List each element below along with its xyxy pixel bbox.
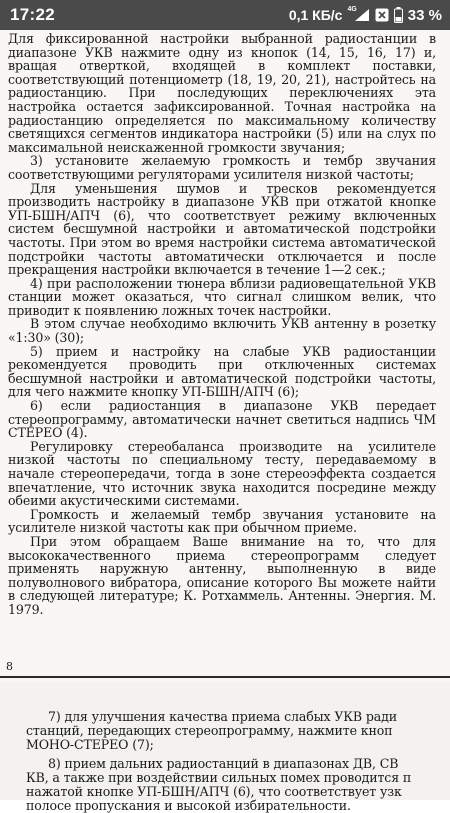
text-line: МОНО-СТЕРЕО (7);: [26, 736, 154, 752]
page-lower: [0, 682, 450, 813]
text-line: 7) для улучшения качества приема слабых УКВ ради: [48, 709, 397, 724]
status-indicators: [289, 7, 442, 24]
paragraph: В этом случае необходимо включить УКВ антенну в розетку «1:30» (30);: [8, 316, 436, 346]
paragraph: 3) установите желаемую громкость и тембр звучания соответствующими регуляторами усилителя низкой частоты;: [8, 153, 436, 182]
paragraph: Для фиксированной настройки выбранной радиостанции в диапазоне УКВ нажмите одну из кнопок (14, 15, 16, 17) и, вращая отверткой, входящей в комплект поставки, соответствующий потенциометр (18, 19, 20, 21), настройтесь на радиостанцию. При последующих переключениях эта настройка остается зафиксированной. Точная настройка на радиостанцию определяется по максимальному количеству светящихся сегментов индикатора настройки (5) или на слух по максимальной неискаженной громкости звучания;: [8, 31, 436, 155]
status-bar: [0, 0, 450, 30]
battery-icon: [394, 7, 403, 23]
signal-icon: [347, 5, 369, 22]
paragraph: Громкость и желаемый тембр звучания установите на усилителе низкой частоты как при обычном приеме.: [8, 506, 436, 536]
text-line: КВ, а также при воздействии сильных помех проводится п: [26, 770, 412, 786]
paragraph: 6) если радиостанция в диапазоне УКВ передает стереопрограмму, автоматически начнет светиться надпись ЧМ СТЕРЕО (4).: [8, 398, 436, 441]
close-box-icon: [375, 8, 389, 22]
paragraph: 4) при расположении тюнера вблизи радиовещательной УКВ станции может оказаться, что сигнал слишком велик, что приводит к появлению ложных точек настройки.: [8, 275, 436, 318]
network-type: 4G: [347, 5, 357, 13]
page-upper: [0, 30, 450, 674]
document-scan[interactable]: [0, 30, 450, 813]
network-speed: 0,1 КБ/с: [288, 7, 343, 23]
text-line: станций, передающих стереопрограмму, нажмите кноп: [26, 722, 393, 738]
battery-level: 33 %: [407, 6, 442, 24]
text-line: полосе пропускания и высокой избирательности.: [26, 797, 351, 813]
text-line: нажатой кнопке УП-БШН/АПЧ (6), что соответствует узк: [26, 783, 402, 799]
paragraph: 5) прием и настройку на слабые УКВ радиостанции рекомендуется проводить при отключенных системах бесшумной настройки и автоматической подстройки частоты, для чего нажмите кнопку УП-БШН/АПЧ (6);: [8, 343, 436, 400]
text-line: 8) прием дальних радиостанций в диапазонах ДВ, СВ: [48, 756, 399, 772]
page-number: 8: [6, 660, 13, 673]
status-time: 17:22: [10, 5, 55, 24]
paragraph: При этом обращаем Ваше внимание на то, что для высококачественного приема стереопрограмм следует применять наружную антенну, выполненную в виде полуволнового вибратора, описание которого Вы можете найти в следующей литературе; К. Ротхаммель. Антенны. Энергия. М. 1979.: [8, 533, 436, 617]
paragraph: Регулировку стереобаланса производите на усилителе низкой частоты по специальному тесту, передаваемому в начале стереопередачи, тогда в зоне стереоэффекта создается впечатление, что источник звука находится посредине между обеими акустическими системами.: [8, 438, 436, 509]
page-divider: [0, 676, 450, 678]
paragraph: Для уменьшения шумов и тресков рекомендуется производить настройку в диапазоне УКВ при отжатой кнопке УП-БШН/АПЧ (6), что соответствует режиму включенных систем бесшумной настройки и автоматической подстройки частоты. При этом во время настройки система автоматической подстройки частоты автоматически отключается и после прекращения настройки включается в течение 1—2 сек.;: [8, 180, 436, 278]
